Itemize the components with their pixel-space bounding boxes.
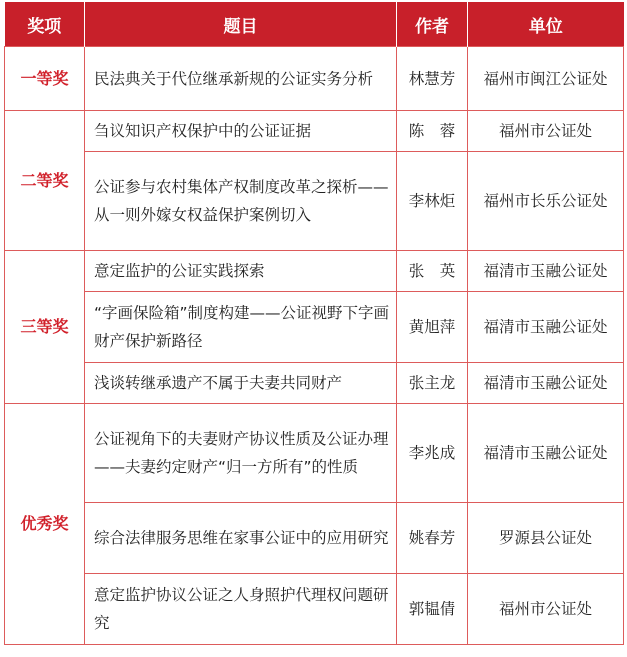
paper-title: 综合法律服务思维在家事公证中的应用研究 bbox=[85, 503, 397, 574]
paper-author: 郭韫倩 bbox=[397, 574, 468, 645]
header-unit: 单位 bbox=[468, 2, 624, 47]
paper-title: 民法典关于代位继承新规的公证实务分析 bbox=[85, 47, 397, 111]
table-row bbox=[5, 404, 624, 503]
prize-first: 一等奖 bbox=[5, 47, 85, 111]
prize-third: 三等奖 bbox=[5, 251, 85, 404]
table-row bbox=[5, 251, 624, 292]
header-row bbox=[5, 2, 624, 47]
paper-unit: 福清市玉融公证处 bbox=[468, 404, 624, 503]
paper-unit: 福清市玉融公证处 bbox=[468, 251, 624, 292]
header-title: 题目 bbox=[85, 2, 397, 47]
paper-unit: 福州市闽江公证处 bbox=[468, 47, 624, 111]
header-prize: 奖项 bbox=[5, 2, 85, 47]
paper-unit: 福清市玉融公证处 bbox=[468, 363, 624, 404]
table-row bbox=[5, 111, 624, 152]
table-row bbox=[5, 503, 624, 574]
table-row bbox=[5, 292, 624, 363]
prize-excellence: 优秀奖 bbox=[5, 404, 85, 645]
paper-author: 黄旭萍 bbox=[397, 292, 468, 363]
header-author: 作者 bbox=[397, 2, 468, 47]
paper-author: 张 英 bbox=[397, 251, 468, 292]
paper-title: 意定监护的公证实践探索 bbox=[85, 251, 397, 292]
paper-author: 李林炬 bbox=[397, 152, 468, 251]
table-row bbox=[5, 363, 624, 404]
paper-unit: 福州市公证处 bbox=[468, 111, 624, 152]
paper-author: 林慧芳 bbox=[397, 47, 468, 111]
paper-title: 浅谈转继承遗产不属于夫妻共同财产 bbox=[85, 363, 397, 404]
paper-unit: 福州市长乐公证处 bbox=[468, 152, 624, 251]
awards-table bbox=[4, 2, 624, 645]
paper-author: 张主龙 bbox=[397, 363, 468, 404]
prize-second: 二等奖 bbox=[5, 111, 85, 251]
paper-unit: 福清市玉融公证处 bbox=[468, 292, 624, 363]
table-row bbox=[5, 574, 624, 645]
paper-unit: 罗源县公证处 bbox=[468, 503, 624, 574]
paper-author: 姚春芳 bbox=[397, 503, 468, 574]
paper-title: 公证参与农村集体产权制度改革之探析——从一则外嫁女权益保护案例切入 bbox=[85, 152, 397, 251]
paper-title: 刍议知识产权保护中的公证证据 bbox=[85, 111, 397, 152]
paper-author: 李兆成 bbox=[397, 404, 468, 503]
paper-title: “字画保险箱”制度构建——公证视野下字画财产保护新路径 bbox=[85, 292, 397, 363]
paper-title: 公证视角下的夫妻财产协议性质及公证办理——夫妻约定财产“归一方所有”的性质 bbox=[85, 404, 397, 503]
paper-unit: 福州市公证处 bbox=[468, 574, 624, 645]
table-row bbox=[5, 47, 624, 111]
paper-author: 陈 蓉 bbox=[397, 111, 468, 152]
table-row bbox=[5, 152, 624, 251]
paper-title: 意定监护协议公证之人身照护代理权问题研究 bbox=[85, 574, 397, 645]
